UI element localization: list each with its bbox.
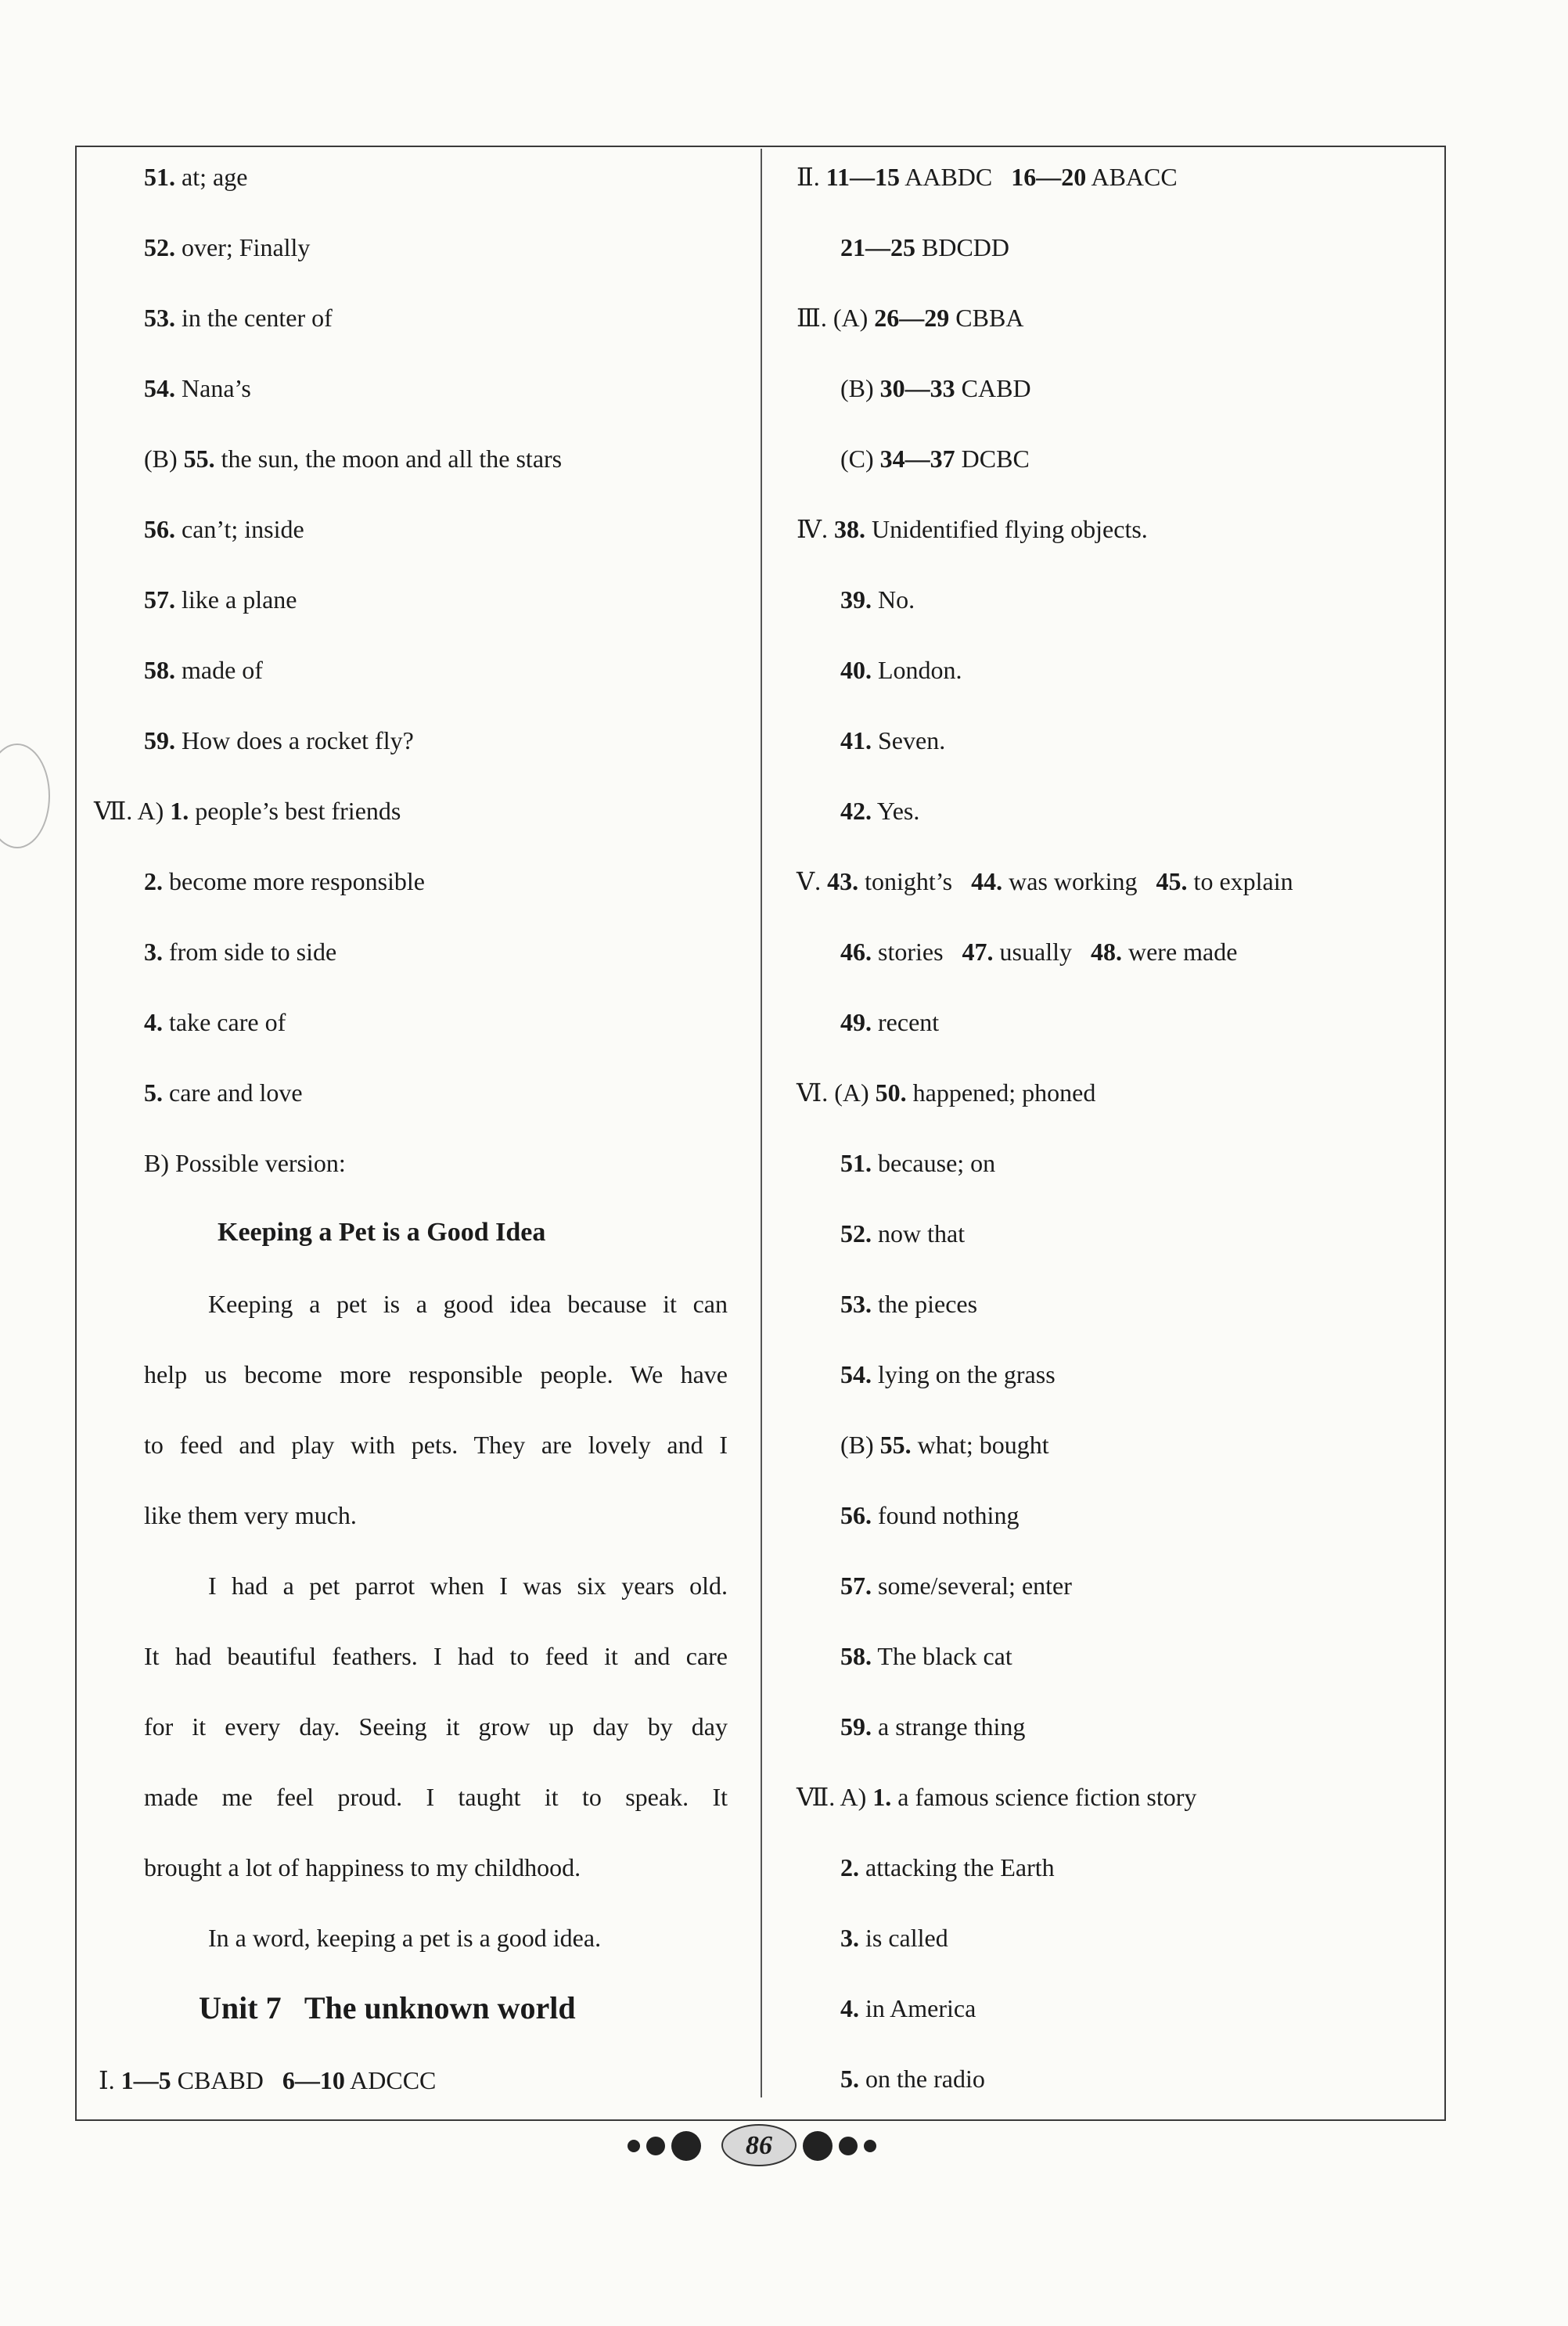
answer-item: 54. Nana’s [144,374,251,402]
decor-dot [803,2131,833,2161]
section-5-row: 46. stories 47. usually 48. were made [840,938,1238,966]
answer-item: 2. become more responsible [144,867,425,895]
decor-dot [864,2140,876,2152]
decor-dot [671,2131,701,2161]
answer-item: 5. on the radio [840,2065,985,2093]
essay-line: for it every day. Seeing it grow up day by day [144,1712,728,1741]
decor-dot [839,2137,858,2155]
section-6-heading: Ⅵ. (A) 50. happened; phoned [797,1078,1096,1107]
answer-item: 53. in the center of [144,304,333,332]
section-3-row: (C) 34—37 DCBC [840,445,1030,473]
answer-item: 52. now that [840,1219,966,1248]
essay-line: like them very much. [144,1501,357,1529]
answer-item: 58. made of [144,656,263,684]
answer-item: 3. from side to side [144,938,337,966]
answer-item: 57. like a plane [144,585,297,614]
decor-dot [628,2140,640,2152]
part-b-label: B) Possible version: [144,1149,346,1177]
essay-line: to feed and play with pets. They are lovely and I [144,1431,728,1459]
essay-line: In a word, keeping a pet is a good idea. [208,1924,602,1952]
answer-item: 39. No. [840,585,915,614]
section-7-heading: Ⅶ. A) 1. people’s best friends [94,797,401,825]
answer-item: 58. The black cat [840,1642,1012,1670]
section-3-row: Ⅲ. (A) 26—29 CBBA [797,304,1024,332]
answer-item: 4. in America [840,1994,976,2022]
page-number: 86 [721,2124,797,2166]
answer-item: 41. Seven. [840,726,946,754]
answer-item: 2. attacking the Earth [840,1853,1055,1881]
section-3-row: (B) 30—33 CABD [840,374,1031,402]
answer-item: 59. a strange thing [840,1712,1026,1741]
answer-item: (B) 55. the sun, the moon and all the stars [144,445,563,473]
answer-item: 59. How does a rocket fly? [144,726,414,754]
answer-item: 51. because; on [840,1149,996,1177]
answer-item: 4. take care of [144,1008,286,1036]
section-7-heading: Ⅶ. A) 1. a famous science fiction story [797,1783,1197,1811]
unit-title: Unit 7 The unknown world [199,1990,576,2025]
essay-line: brought a lot of happiness to my childhood. [144,1853,581,1881]
essay-line: made me feel proud. I taught it to speak. It [144,1783,728,1811]
section-5-row: 49. recent [840,1008,940,1036]
section-2-answers: Ⅱ. 11—15 AABDC 16—20 ABACC [797,163,1178,191]
margin-stamp [0,744,50,848]
section-2-answers-cont: 21—25 BDCDD [840,233,1010,261]
answer-item: 56. can’t; inside [144,515,304,543]
section-1-answers: Ⅰ. 1—5 CBABD 6—10 ADCCC [99,2066,437,2094]
answer-item: 40. London. [840,656,962,684]
essay-line: help us become more responsible people. We have [144,1360,728,1388]
answer-item: 3. is called [840,1924,948,1952]
essay-line: It had beautiful feathers. I had to feed it and care [144,1642,728,1670]
section-5-row: Ⅴ. 43. tonight’s 44. was working 45. to explain [797,867,1293,895]
answer-item: 51. at; age [144,163,248,191]
answer-item: 53. the pieces [840,1290,978,1318]
essay-line: Keeping a pet is a good idea because it can [208,1290,728,1318]
answer-item: 56. found nothing [840,1501,1020,1529]
page-footer [626,2124,892,2166]
essay-title: Keeping a Pet is a Good Idea [218,1218,546,1247]
answer-item: 52. over; Finally [144,233,311,261]
section-4-heading: Ⅳ. 38. Unidentified flying objects. [797,515,1148,543]
answer-item: 42. Yes. [840,797,920,825]
answer-item: 54. lying on the grass [840,1360,1056,1388]
essay-line: I had a pet parrot when I was six years old. [208,1572,728,1600]
answer-item: 5. care and love [144,1078,303,1107]
answer-item: 57. some/several; enter [840,1572,1072,1600]
decor-dot [646,2137,665,2155]
answer-item: (B) 55. what; bought [840,1431,1049,1459]
column-divider [761,149,762,2097]
